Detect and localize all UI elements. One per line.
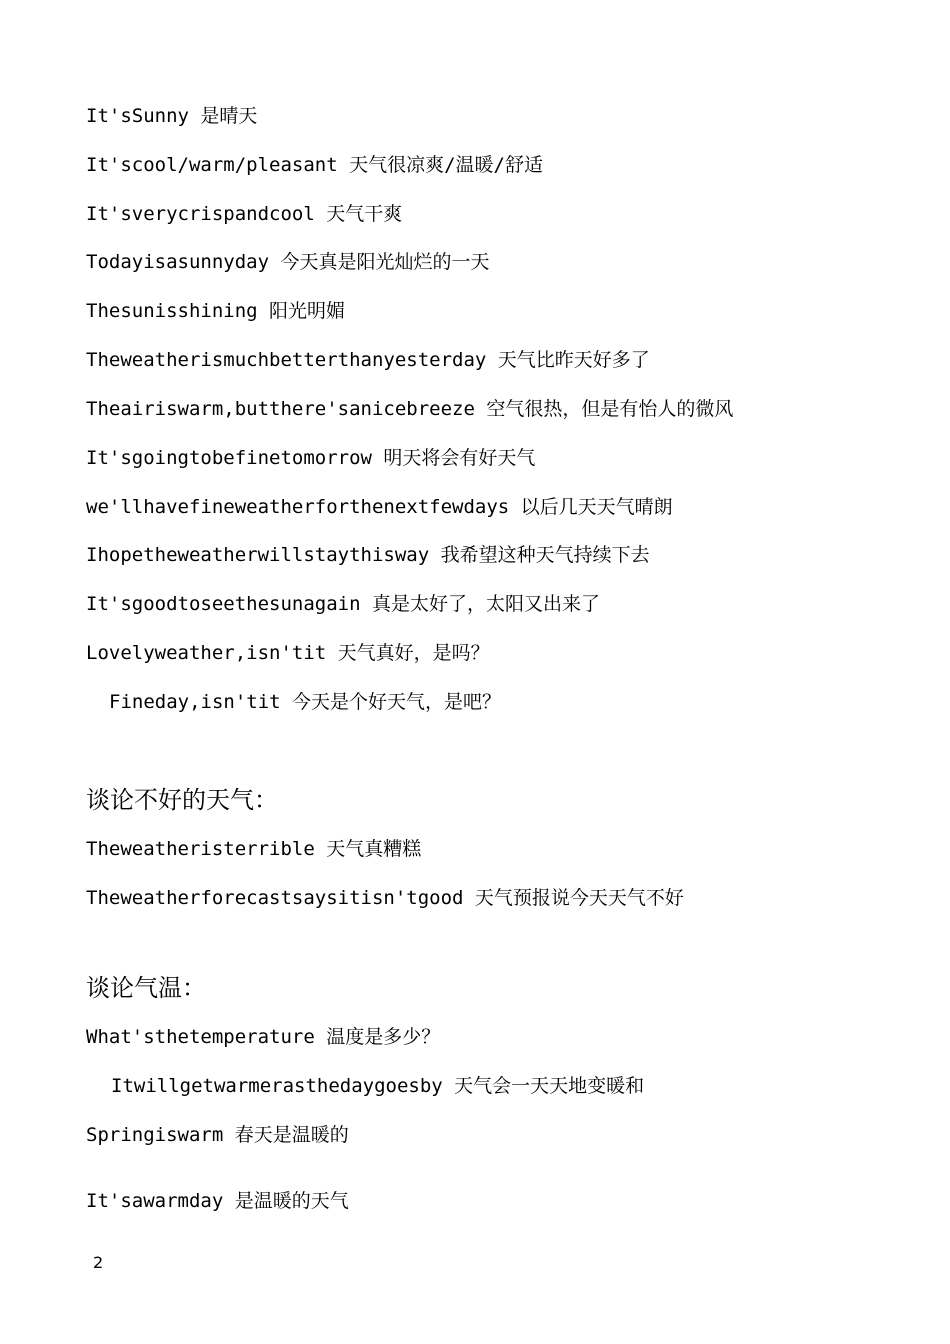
phrase-line: Ihopetheweatherwillstaythisway 我希望这种天气持续下去 <box>86 544 650 566</box>
phrase-line: Itwillgetwarmerasthedaygoesby 天气会一天天地变暖和 <box>111 1075 645 1097</box>
phrase-line: Fineday,isn'tit 今天是个好天气，是吧？ <box>109 691 502 713</box>
phrase-line: Theairiswarm,butthere'sanicebreeze 空气很热，但是有怡人的微风 <box>86 398 734 420</box>
phrase-line: What'sthetemperature 温度是多少？ <box>86 1026 441 1048</box>
phrase-line: Lovelyweather,isn'tit 天气真好，是吗？ <box>86 642 490 664</box>
phrase-line: we'llhavefineweatherforthenextfewdays 以后几天天气晴朗 <box>86 496 673 518</box>
phrase-line: It'sawarmday 是温暖的天气 <box>86 1190 349 1212</box>
phrase-line: It'scool/warm/pleasant 天气很凉爽/温暖/舒适 <box>86 154 543 176</box>
phrase-line: Springiswarm 春天是温暖的 <box>86 1124 349 1146</box>
phrase-line: Theweatherforecastsaysitisn'tgood 天气预报说今天天气不好 <box>86 887 684 909</box>
phrase-line: Todayisasunnyday 今天真是阳光灿烂的一天 <box>86 251 490 273</box>
phrase-line: It'sSunny 是晴天 <box>86 105 258 127</box>
phrase-line: Thesunisshining 阳光明媚 <box>86 300 346 322</box>
section-heading-temperature: 谈论气温： <box>86 974 206 1002</box>
phrase-line: Theweatherismuchbetterthanyesterday 天气比昨天好多了 <box>86 349 650 371</box>
phrase-line: Theweatheristerrible 天气真糟糕 <box>86 838 422 860</box>
phrase-line: It'sgoodtoseethesunagain 真是太好了，太阳又出来了 <box>86 593 600 615</box>
section-heading-bad-weather: 谈论不好的天气： <box>86 786 278 814</box>
page-number: 2 <box>93 1253 104 1272</box>
phrase-line: It'sverycrispandcool 天气干爽 <box>86 203 403 225</box>
phrase-line: It'sgoingtobefinetomorrow 明天将会有好天气 <box>86 447 536 469</box>
